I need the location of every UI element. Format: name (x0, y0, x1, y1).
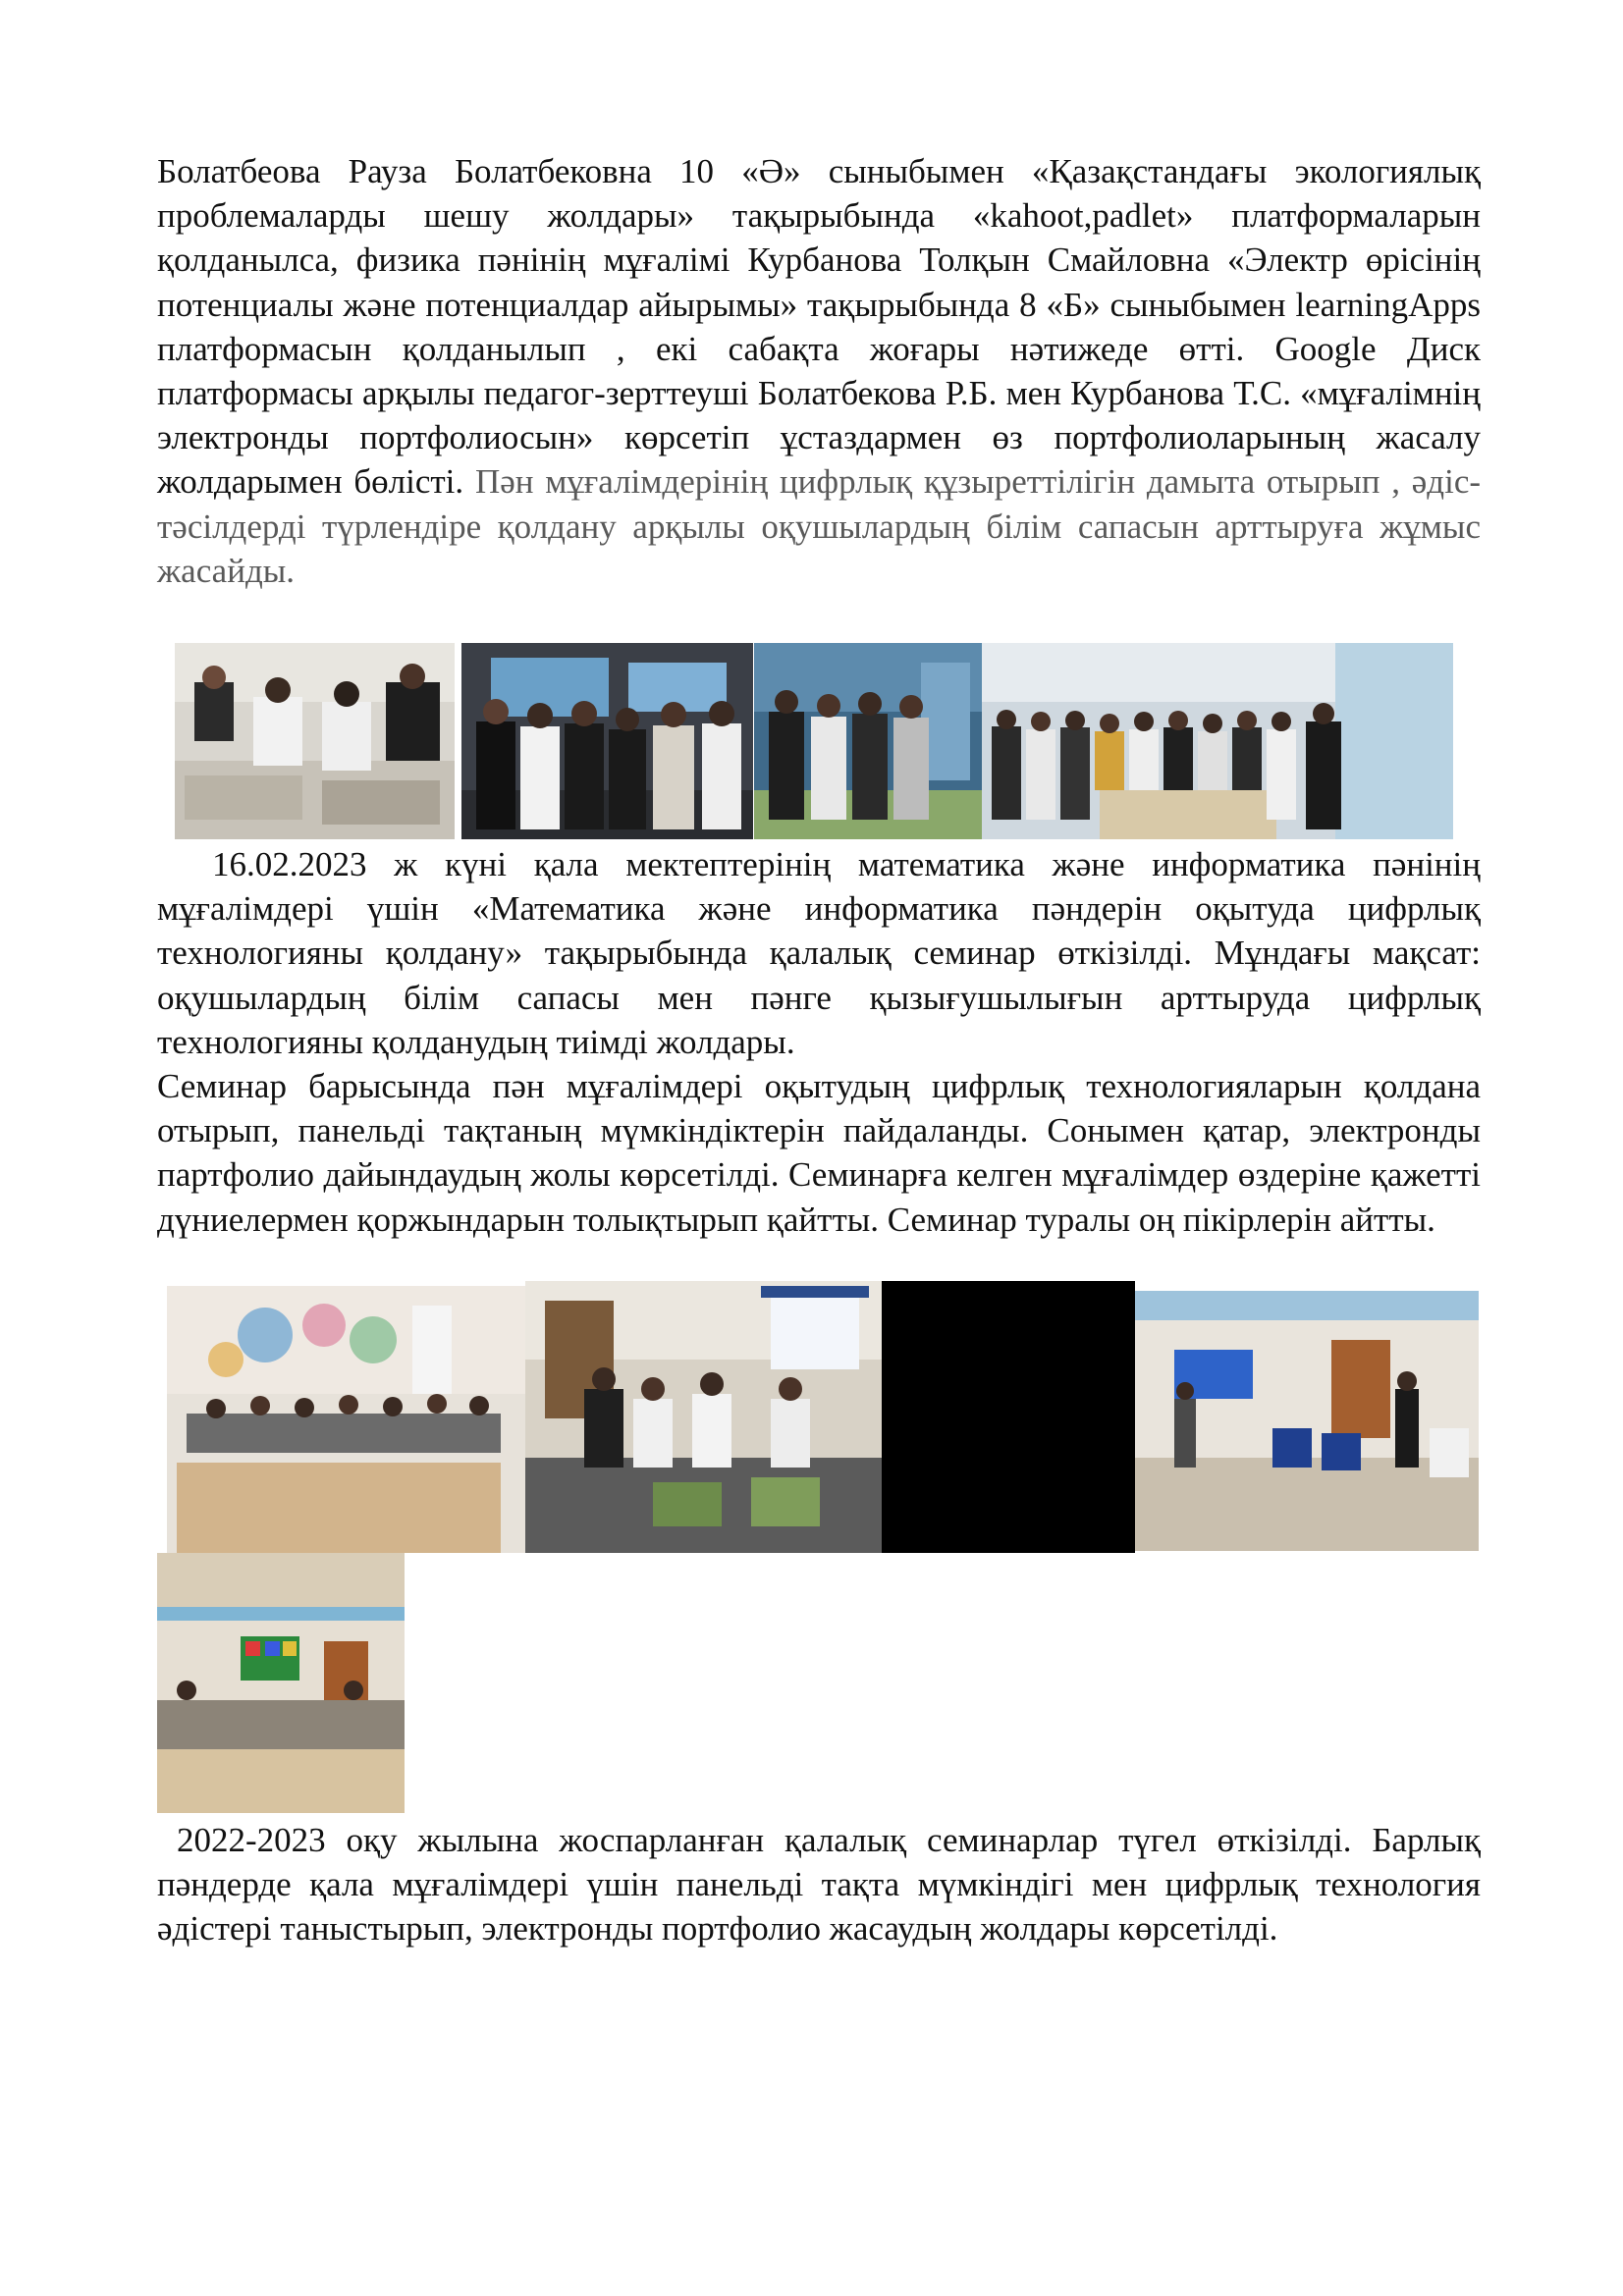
photo-black-placeholder (882, 1281, 1135, 1553)
photo-seminar-hall (167, 1286, 525, 1553)
paragraph-lessons-grey: Пән мұғалімдерінің цифрлық құзыреттілігін дамыта отырып , әдіс-тәсілдерді түрлендіре қолдану арқылы оқушылардың білім сапасын арттыруға жұмыс жасайды. (157, 462, 1482, 590)
photo-teachers-stand (754, 643, 982, 839)
photo-panel-board-lesson (1135, 1291, 1479, 1551)
paragraph-lessons-main: Болатбеова Рауза Болатбековна 10 «Ә» сыныбымен «Қазақстандағы экологиялық проблемаларды шешу жолдары» тақырыбында «kahoot,padlet» платформаларын қолданылса, физика пәнінің мұғалімі Курбанова Толқын Смайловна «Электр өрісінің потенциалы және потенциалдар айырымы» тақырыбында 8 «Б» сыныбымен learningApps платформасын қолданылып , екі сабақта жоғары нәтижеде өтті. Google Диск платформасы арқылы педагог-зерттеуші Болатбекова Р.Б. мен Курбанова Т.С. «мұғалімнің электронды портфолиосын» көрсетіп ұстаздармен өз портфолиоларының жасалу жолдарымен бөлісті. (157, 152, 1481, 502)
paragraph-seminar-date: 16.02.2023 ж күні қала мектептерінің математика және информатика пәнінің мұғалімдері үшін «Математика және информатика пәндерін оқытуда цифрлық технологияны қолдану» тақырыбында қалалық семинар өткізілді. Мұндағы мақсат: оқушылардың білім сапасы мен пәнге қызығушылығын арттыруда цифрлық технологияны қолданудың тиімді жолдары. (157, 845, 1481, 1061)
photo-teachers-group (461, 643, 753, 839)
paragraph-summary: 2022-2023 оқу жылына жоспарланған қалалық семинарлар түгел өткізілді. Барлық пәндерде қала мұғалімдері үшін панельді тақта мүмкіндігі мен цифрлық технология әдістері таныстырып, электронды портфолио жасаудың жолдары көрсетілді. (157, 1821, 1481, 1949)
photo-classroom-screen (157, 1553, 405, 1813)
photo-seminar-participants (982, 643, 1453, 839)
photo-robotics-class (525, 1281, 882, 1553)
photo-classroom-students (175, 643, 455, 839)
paragraph-lessons (157, 149, 1481, 593)
paragraph-seminar-details: Семинар барысында пән мұғалімдері оқытудың цифрлық технологияларын қолдана отырып, панельді тақтаның мүмкіндіктерін пайдаланды. Сонымен қатар, электронды партфолио дайындаудың жолы көрсетілді. Семинарға келген мұғалімдер өздеріне қажетті дүниелермен қоржындарын толықтырып қайтты. Семинар туралы оң пікірлерін айтты. (157, 1067, 1481, 1239)
